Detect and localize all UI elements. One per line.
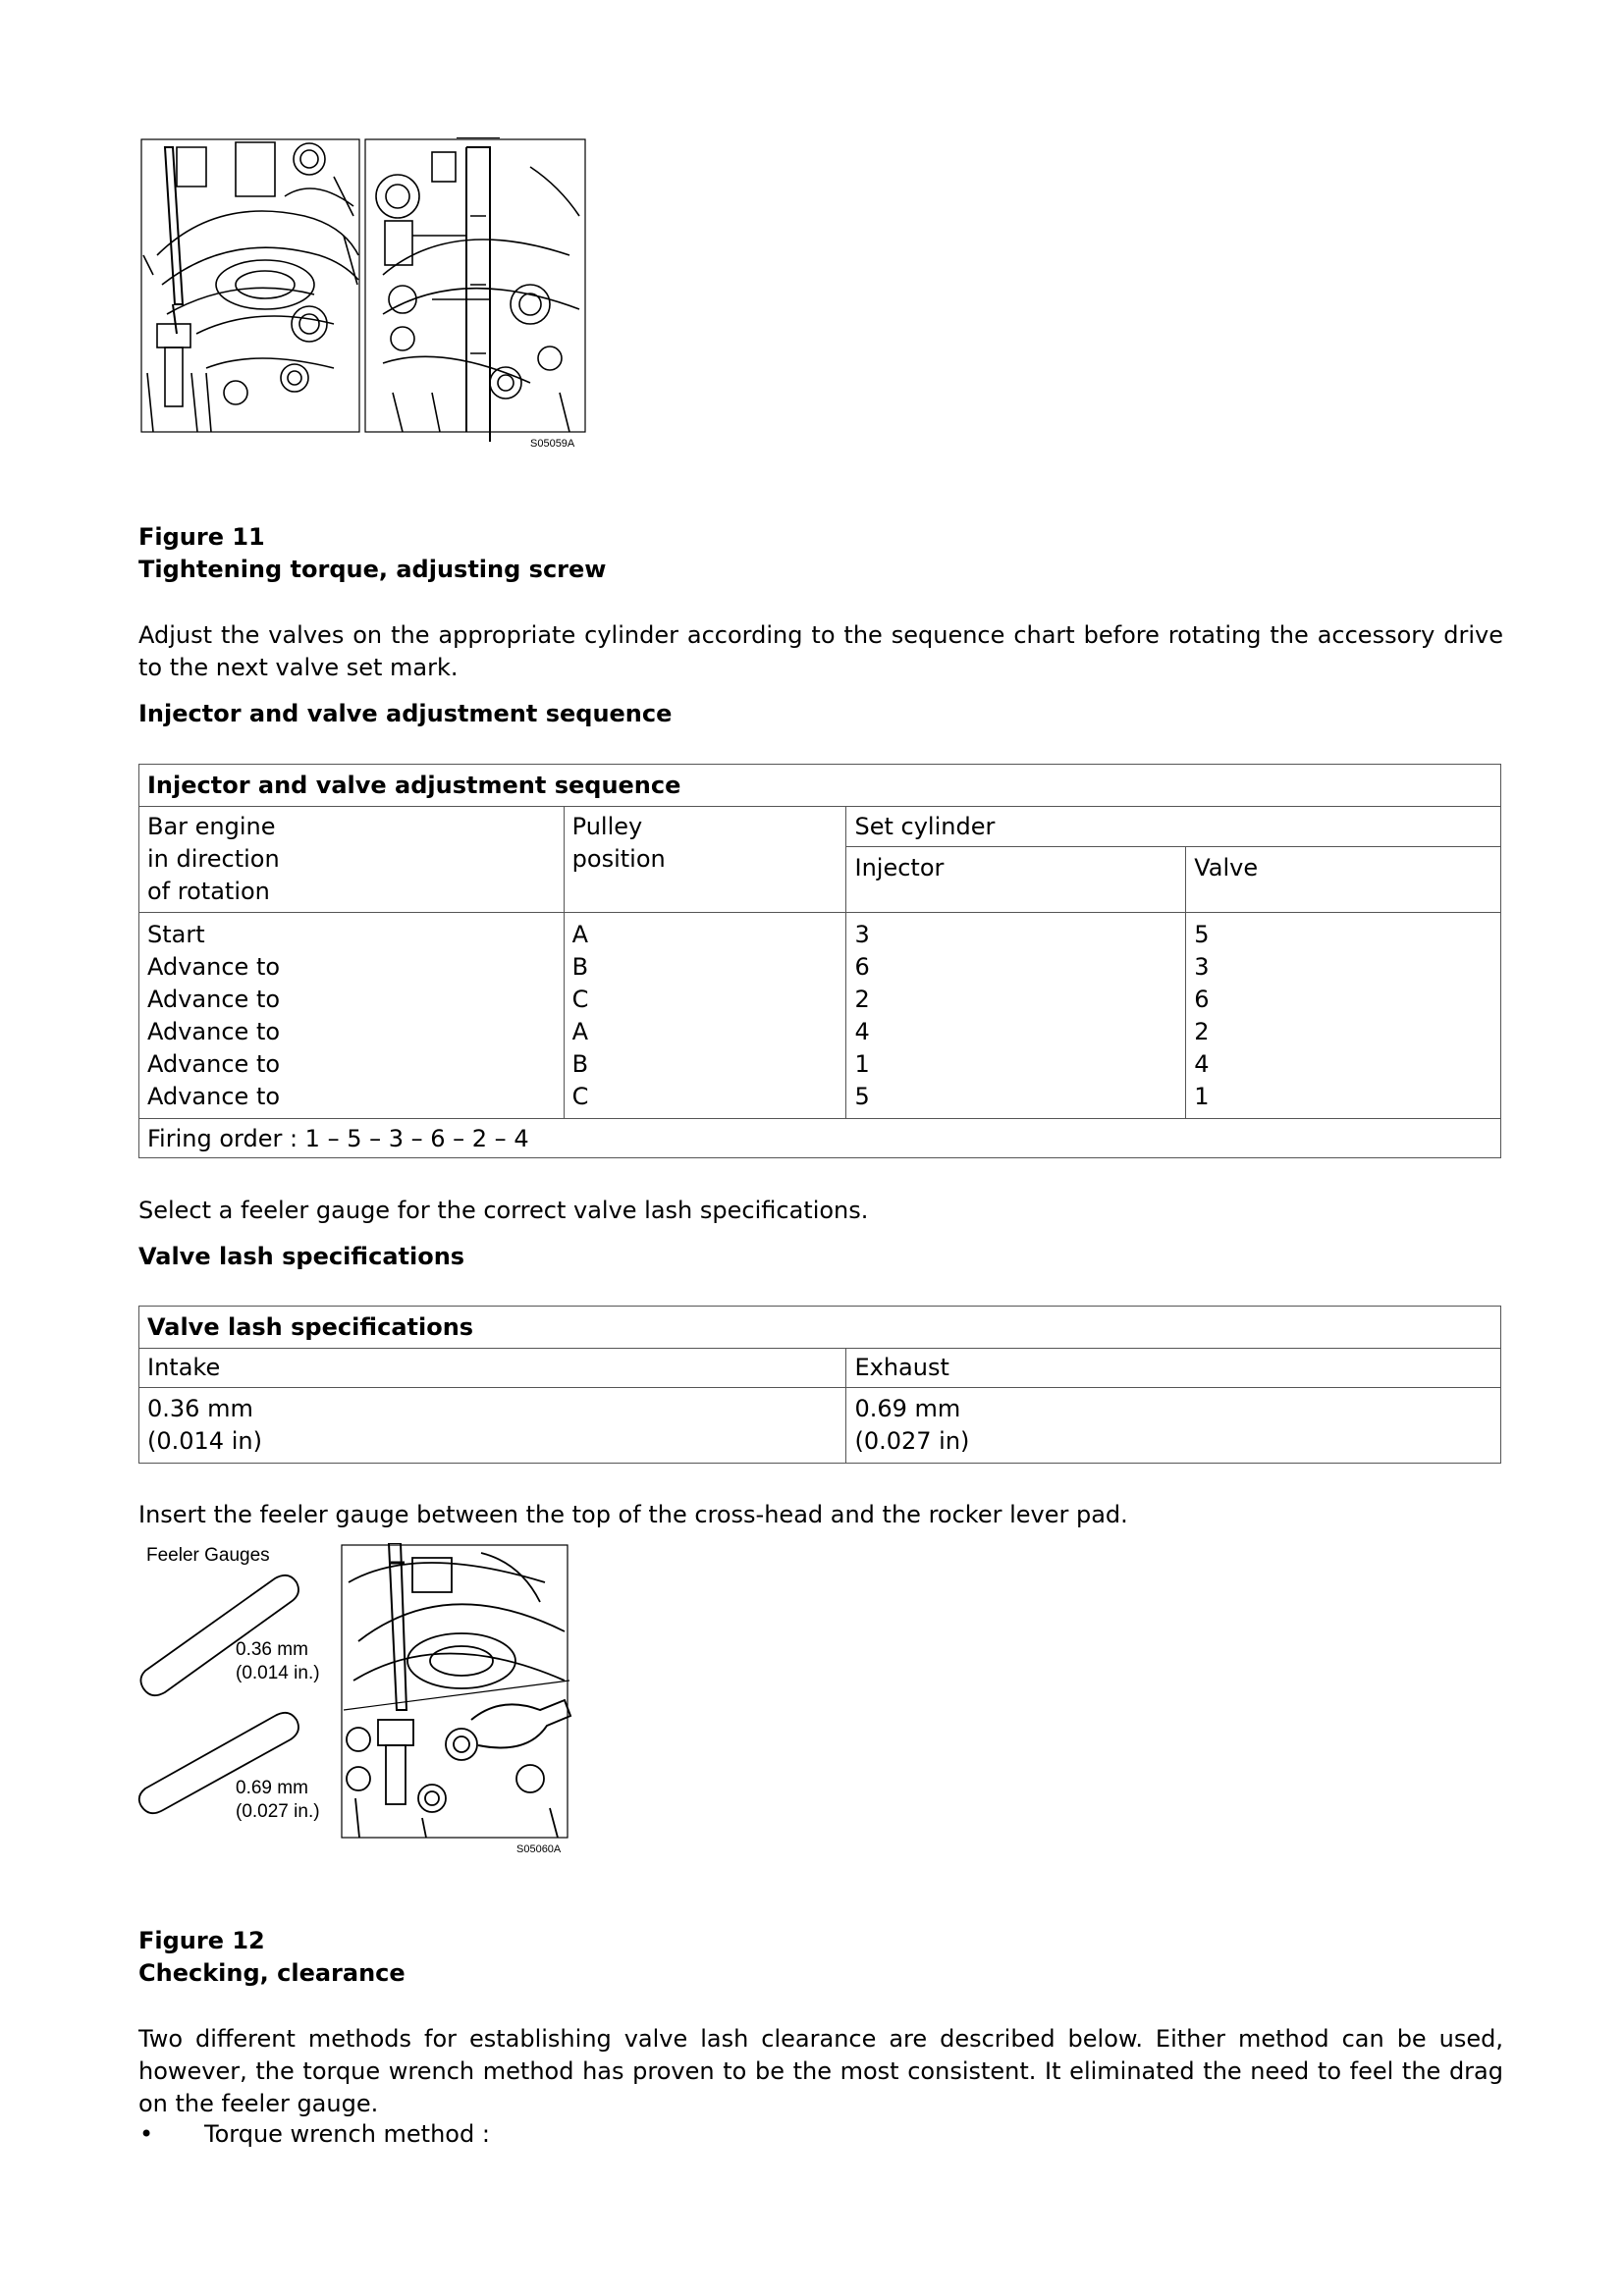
feeler-paragraph: Select a feeler gauge for the correct valve lash specifications. <box>138 1197 869 1224</box>
row-pulley: B <box>571 1050 589 1078</box>
row-valve: 4 <box>1194 1050 1210 1078</box>
header-intake: Intake <box>139 1349 846 1388</box>
row-action: Advance to <box>147 953 281 981</box>
row-action: Start <box>147 921 205 948</box>
lash-table-caption-row <box>139 1307 1501 1349</box>
row-valve: 5 <box>1194 921 1210 948</box>
figure-11-illustration <box>137 137 589 461</box>
feeler-gauge-drawing <box>137 1543 579 1867</box>
row-pulley: C <box>571 986 589 1013</box>
intro-paragraph: Adjust the valves on the appropriate cylinder according to the sequence chart before rotating the accessory drive to the next valve set mark. <box>138 621 1503 681</box>
lash-table-header-row <box>139 1349 1501 1388</box>
lash-heading: Valve lash specifications <box>138 1243 465 1270</box>
row-injector: 1 <box>854 1050 870 1078</box>
gauge-title: Feeler Gauges <box>146 1545 270 1566</box>
header-pulley <box>564 807 846 913</box>
row-pulley: C <box>571 1083 589 1110</box>
row-injector: 4 <box>854 1018 870 1045</box>
figure-12-illustration <box>137 1543 579 1867</box>
bullet-symbol: • <box>139 2120 154 2148</box>
exhaust-mm: 0.69 mm <box>854 1395 961 1422</box>
sequence-table <box>138 764 1501 1158</box>
figure-11-caption: Tightening torque, adjusting screw <box>138 556 607 583</box>
row-action: Advance to <box>147 986 281 1013</box>
header-injector: Injector <box>846 847 1186 913</box>
lash-table-values-row <box>139 1388 1501 1464</box>
header-pulley-line: Pulley <box>571 813 643 840</box>
header-bar-engine-line: of rotation <box>147 878 270 905</box>
exhaust-in: (0.027 in) <box>854 1427 970 1455</box>
methods-paragraph: Two different methods for establishing valve lash clearance are described below. Either method can be used, however, the torque wrench method has proven to be the most consistent. It eliminated the need to feel the drag on the feeler gauge. <box>138 2025 1503 2117</box>
row-injector: 3 <box>854 921 870 948</box>
row-valve: 2 <box>1194 1018 1210 1045</box>
gauge1-in: (0.014 in.) <box>236 1663 320 1683</box>
sequence-table-caption: Injector and valve adjustment sequence <box>139 765 1501 807</box>
row-injector: 2 <box>854 986 870 1013</box>
row-pulley: A <box>571 1018 589 1045</box>
sequence-heading: Injector and valve adjustment sequence <box>138 700 673 727</box>
intake-mm: 0.36 mm <box>147 1395 253 1422</box>
intake-value <box>139 1388 846 1464</box>
row-action: Advance to <box>147 1050 281 1078</box>
lash-table <box>138 1306 1501 1464</box>
insert-paragraph: Insert the feeler gauge between the top of the cross-head and the rocker lever pad. <box>138 1501 1128 1528</box>
body-action-column <box>139 913 565 1119</box>
header-exhaust: Exhaust <box>846 1349 1501 1388</box>
row-action: Advance to <box>147 1018 281 1045</box>
figure-12-caption: Checking, clearance <box>138 1959 406 1987</box>
figure-12-number: Figure 12 <box>138 1927 265 1954</box>
exhaust-value <box>846 1388 1501 1464</box>
figure-11-image-code: S05059A <box>530 438 575 450</box>
gauge2-mm: 0.69 mm <box>236 1778 308 1798</box>
row-valve: 1 <box>1194 1083 1210 1110</box>
row-pulley: A <box>571 921 589 948</box>
row-injector: 6 <box>854 953 870 981</box>
header-bar-engine-line: in direction <box>147 845 280 873</box>
body-injector-column <box>846 913 1186 1119</box>
engine-wrench-drawing <box>137 137 589 461</box>
lash-table-caption: Valve lash specifications <box>139 1307 1501 1349</box>
intake-in: (0.014 in) <box>147 1427 262 1455</box>
row-injector: 5 <box>854 1083 870 1110</box>
row-pulley: B <box>571 953 589 981</box>
figure-12-image-code: S05060A <box>516 1843 562 1855</box>
header-bar-engine-line: Bar engine <box>147 813 276 840</box>
header-pulley-line: position <box>571 845 666 873</box>
sequence-table-caption-row <box>139 765 1501 807</box>
sequence-table-footer-row <box>139 1119 1501 1158</box>
header-bar-engine <box>139 807 565 913</box>
body-pulley-column <box>564 913 846 1119</box>
gauge1-mm: 0.36 mm <box>236 1639 308 1660</box>
header-set-cylinder: Set cylinder <box>846 807 1501 847</box>
body-valve-column <box>1186 913 1501 1119</box>
row-valve: 3 <box>1194 953 1210 981</box>
sequence-table-header-row <box>139 807 1501 847</box>
bullet-torque-wrench-method: Torque wrench method : <box>204 2120 490 2148</box>
sequence-table-body-row <box>139 913 1501 1119</box>
gauge2-in: (0.027 in.) <box>236 1801 320 1822</box>
row-valve: 6 <box>1194 986 1210 1013</box>
header-valve: Valve <box>1186 847 1501 913</box>
firing-order: Firing order : 1 – 5 – 3 – 6 – 2 – 4 <box>139 1119 1501 1158</box>
row-action: Advance to <box>147 1083 281 1110</box>
figure-11-number: Figure 11 <box>138 523 265 551</box>
